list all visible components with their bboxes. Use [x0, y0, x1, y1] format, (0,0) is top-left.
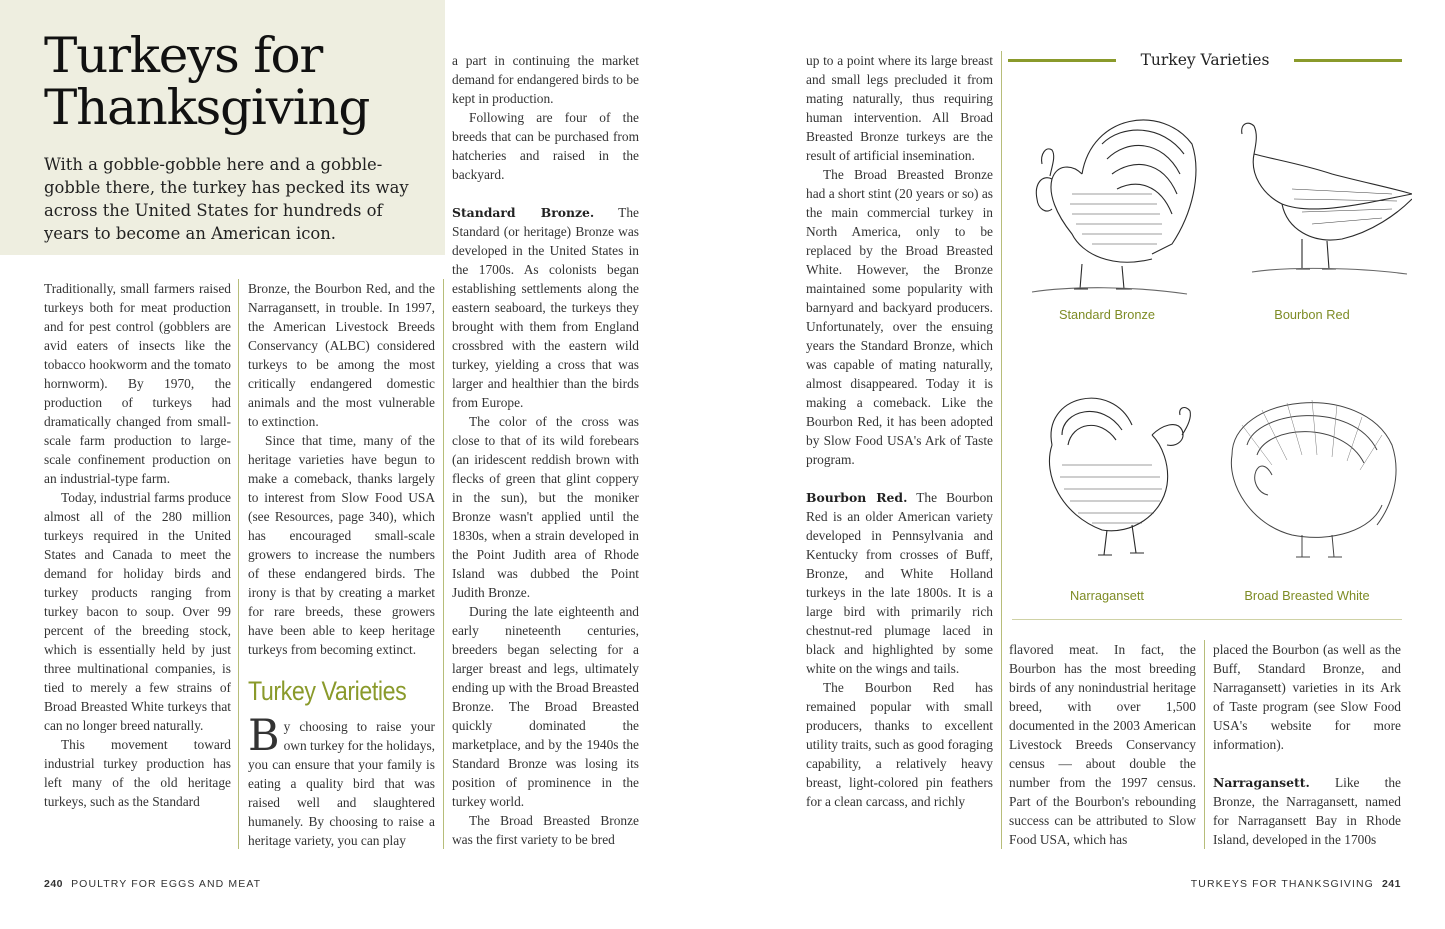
right-column-2: [1009, 640, 1196, 849]
standard-bronze-turkey-illustration: [1012, 104, 1202, 329]
page-number: 241: [1381, 878, 1401, 890]
paragraph: The Broad Breasted Bronze had a short stint (20 years or so) as the main commercial turkey in North America, only to be replaced by the Broad Breasted White. However, the Bronze maintained some popularity with barnyard and backyard producers. Unfortunately, over the ensuing years the Standard Bronze, which was capable of mating naturally, almost disappeared. Today it is making a comeback. Like the Bourbon Red, it has been adopted by Slow Food USA's Ark of Taste program.: [806, 167, 993, 467]
section-heading: Turkey Varieties: [248, 676, 407, 706]
run-in-head-bourbon-red: Bourbon Red.: [806, 490, 908, 505]
paragraph: The Bourbon Red has remained popular with small producers, thanks to excellent utility traits, such as good foraging capability, a relatively heavy breast, light-colored pin feathers for a clean carcass, and richly: [806, 680, 993, 809]
left-column-1: [44, 279, 231, 811]
paragraph: placed the Bourbon (as well as the Buff, Standard Bronze, and Narragansett) varieties in its Ark of Taste program (see Slow Food USA's website for more information).: [1213, 642, 1401, 752]
caption-broad-breasted-white: Broad Breasted White: [1244, 588, 1370, 603]
right-column-1: [806, 51, 993, 811]
bourbon-red-text: The Bourbon Red is an older American variety developed in Pennsylvania and Kentucky from crosses of Buff, Bronze, and White Holland turkeys in the late 1800s. It is a large bird with primarily rich chestnut-red plumage laced in black and highlighted by some white on the wings and tails.: [806, 490, 993, 676]
sidebar-title: [1008, 51, 1402, 71]
broad-breasted-white-turkey-illustration: [1212, 385, 1402, 610]
section-intro: [248, 711, 435, 850]
caption-standard-bronze: Standard Bronze: [1058, 307, 1156, 322]
page-number: 240: [44, 878, 64, 890]
paragraph: [452, 203, 639, 412]
title-line-1: Turkeys for: [44, 27, 323, 84]
paragraph: a part in continuing the market demand for endangered birds to be kept in production.: [452, 53, 639, 106]
paragraph: Following are four of the breeds that can be purchased from hatcheries and raised in the backyard.: [452, 110, 639, 182]
caption-narragansett: Narragansett: [1070, 588, 1144, 603]
column-rule: [443, 279, 444, 849]
page-title: [44, 27, 452, 136]
standard-bronze-turkey-icon: [1012, 104, 1202, 304]
sidebar-bottom-rule: [1012, 619, 1402, 620]
broad-breasted-white-turkey-icon: [1212, 385, 1402, 570]
title-line-2: Thanksgiving: [44, 79, 370, 136]
column-rule: [238, 279, 239, 849]
column-rule: [1204, 640, 1205, 849]
left-column-2: [248, 279, 435, 659]
dek-text: With a gobble-gobble here and a gobble-gobble there, the turkey has pecked its way across the United States for hundreds of years to become an American icon.: [44, 155, 409, 243]
column-rule: [1001, 51, 1002, 849]
paragraph: Traditionally, small farmers raised turkeys both for meat production and for pest control (gobblers are avid eaters of insects like the tobacco hookworm and the tomato hornworm). By 1970, the production of turkeys had dramatically changed from small-scale farm production to large-scale confinement production on an industrial-type farm.: [44, 281, 231, 486]
running-head: POULTRY FOR EGGS AND MEAT: [71, 878, 262, 890]
narragansett-turkey-illustration: [1012, 385, 1202, 610]
standard-bronze-text: The Standard (or heritage) Bronze was developed in the United States in the 1700s. As colonists began establishing settlements along the eastern seaboard, the turkeys they brought with them from England crossbred with the eastern wild turkey, yielding a cross that was larger and healthier than the birds from Europe.: [452, 205, 639, 410]
paragraph: [248, 711, 435, 850]
caption-bourbon-red: Bourbon Red: [1274, 307, 1350, 322]
paragraph: The Broad Breasted Bronze was the first variety to be bred: [452, 813, 639, 847]
right-column-3: [1213, 640, 1401, 849]
paragraph: This movement toward industrial turkey production has left many of the old heritage turkeys, such as the Standard: [44, 737, 231, 809]
paragraph: The color of the cross was close to that of its wild forebears (an iridescent reddish brown with flecks of green that glint coppery in the sun), but the moniker Bronze wasn't applied until the 1830s, when a strain developed in the Point Judith area of Rhode Island was dubbed the Point Judith Bronze.: [452, 414, 639, 600]
drop-cap: B: [248, 711, 280, 761]
paragraph: up to a point where its large breast and small legs precluded it from mating naturally, thus requiring human intervention. All Broad Breasted Bronze turkeys are the result of artificial insemination.: [806, 53, 993, 163]
left-column-3: [452, 51, 639, 849]
bourbon-red-turkey-illustration: [1212, 104, 1412, 329]
paragraph: [806, 488, 993, 678]
run-in-head-narragansett: Narragansett.: [1213, 775, 1310, 790]
sidebar-title-text: Turkey Varieties: [1140, 51, 1270, 69]
paragraph: Bronze, the Bourbon Red, and the Narragansett, in trouble. In 1997, the American Livestock Breeds Conservancy (ALBC) considered turkeys to be among the most critically endangered domestic animals and the most vulnerable to extinction.: [248, 281, 435, 429]
folio-left: [44, 878, 261, 890]
narragansett-turkey-icon: [1012, 385, 1202, 570]
paragraph: [1213, 773, 1401, 849]
folio-right: [1191, 878, 1401, 890]
run-in-head-standard-bronze: Standard Bronze.: [452, 205, 595, 220]
section-intro-text: y choosing to raise your own turkey for the holidays, you can ensure that your family is eating a quality bird that was raised well and slaughtered humanely. By choosing to raise a heritage variety, you can play: [248, 719, 435, 848]
narragansett-text: Like the Bronze, the Narragansett, named for Narragansett Bay in Rhode Island, developed in the 1700s: [1213, 775, 1401, 847]
left-page: [0, 0, 722, 929]
paragraph: flavored meat. In fact, the Bourbon has the most breeding birds of any nonindustrial heritage breed, with over 1,500 documented in the 2003 American Livestock Breeds Conservancy census — about double the number from the 1997 census. Part of the Bourbon's rebounding success can be attributed to Slow Food USA, which has: [1009, 642, 1196, 847]
paragraph: During the late eighteenth and early nineteenth centuries, breeders began selecting for a larger breast and legs, ultimately ending up with the Broad Breasted Bronze. The Broad Breasted quickly dominated the marketplace, and by the 1940s the Standard Bronze was losing its position of prominence in the turkey world.: [452, 604, 639, 809]
running-head: TURKEYS FOR THANKSGIVING: [1190, 878, 1374, 890]
paragraph: Since that time, many of the heritage varieties have begun to make a comeback, thanks largely to interest from Slow Food USA (see Resources, page 340), which has encouraged small-scale growers to increase the numbers of these endangered birds. The irony is that by creating a market for rare breeds, these growers have been able to keep heritage turkeys from becoming extinct.: [248, 433, 435, 657]
paragraph: Today, industrial farms produce almost all of the 280 million turkeys required in the United States and Canada to meet the demand for holiday birds and turkey products ranging from turkey bacon to soup. Over 99 percent of the breeding stock, which is essentially held by just three multinational companies, is tied to merely a few strains of Broad Breasted White turkeys that can no longer breed naturally.: [44, 490, 231, 733]
bourbon-red-turkey-icon: [1212, 104, 1412, 304]
